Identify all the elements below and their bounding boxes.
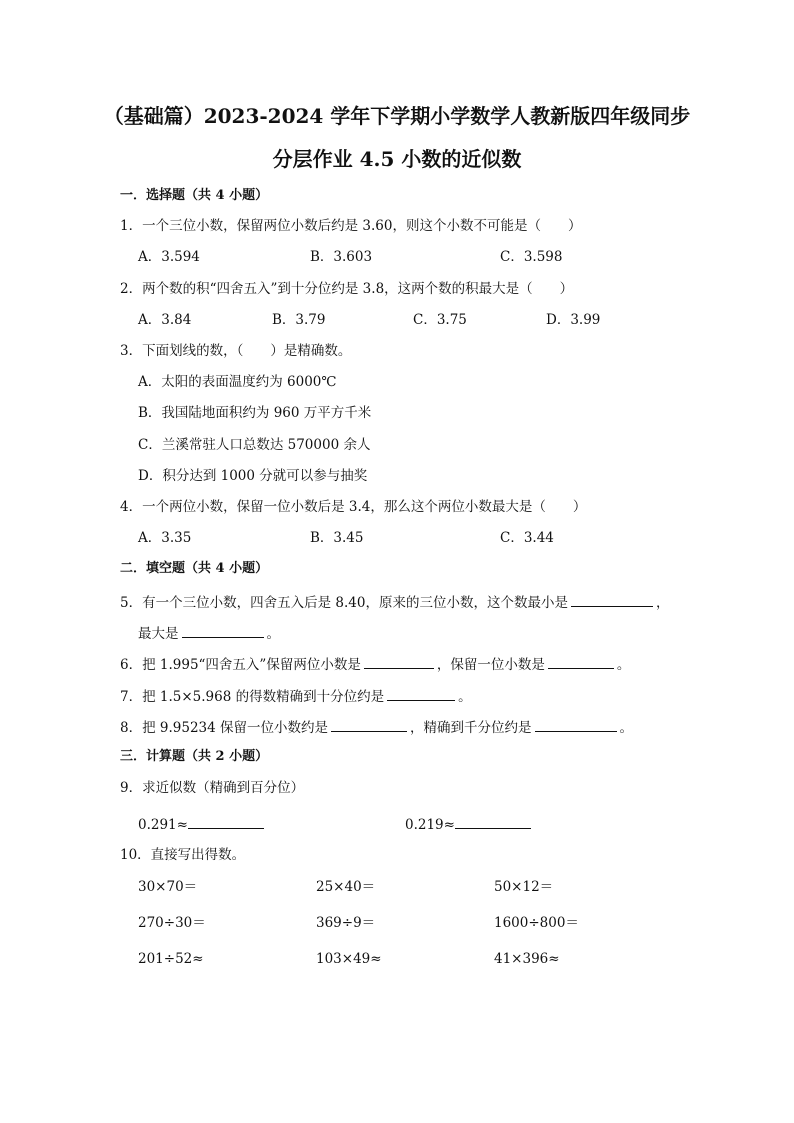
calc-item: 103×49≈: [316, 951, 382, 967]
answer-blank[interactable]: [571, 592, 653, 607]
question-4-stem: 4．一个两位小数，保留一位小数后是 3.4，那么这个两位小数最大是（ ）: [120, 499, 587, 515]
calc-item: 201÷52≈: [138, 951, 204, 967]
question-8-text-3: 。: [619, 720, 633, 736]
calc-item: 369÷9＝: [316, 915, 376, 931]
title-line-2: 分层作业 4.5 小数的近似数: [272, 147, 522, 171]
answer-blank[interactable]: [331, 717, 407, 732]
question-6: [120, 654, 630, 674]
question-2-option-d: D．3.99: [546, 312, 601, 328]
answer-blank[interactable]: [188, 814, 264, 829]
section-heading-choice: 一．选择题（共 4 小题）: [120, 188, 269, 203]
question-2-option-a: A．3.84: [138, 312, 192, 328]
question-5-text-3: 最大是: [138, 626, 179, 642]
calc-item: 50×12＝: [494, 879, 554, 895]
question-5-text-2: ，: [655, 595, 670, 611]
calc-item: 1600÷800＝: [494, 915, 579, 931]
question-7: [120, 686, 472, 706]
question-10-stem: 10．直接写出得数。: [120, 847, 246, 863]
question-1-option-a: A．3.594: [138, 249, 200, 265]
answer-blank[interactable]: [548, 654, 614, 669]
title-line-1: （基础篇）2023-2024 学年下学期小学数学人教新版四年级同步: [103, 104, 691, 128]
question-3-stem: 3．下面划线的数，（ ）是精确数。: [120, 343, 352, 359]
question-9-item-1: [138, 814, 264, 834]
question-8-text-2: ，精确到千分位约是: [410, 720, 532, 736]
answer-blank[interactable]: [535, 717, 617, 732]
question-5-text-1: 5．有一个三位小数，四舍五入后是 8.40，原来的三位小数，这个数最小是: [120, 595, 568, 611]
question-3-option-c: C．兰溪常驻人口总数达 570000 余人: [138, 437, 371, 453]
question-9-item-2-text: 0.219≈: [405, 817, 455, 833]
question-4-option-a: A．3.35: [138, 530, 192, 546]
calc-item: 25×40＝: [316, 879, 376, 895]
question-2-option-b: B．3.79: [272, 312, 326, 328]
question-5-line-2: [138, 623, 280, 643]
question-3-option-b: B．我国陆地面积约为 960 万平方千米: [138, 405, 372, 421]
question-2-option-c: C．3.75: [413, 312, 467, 328]
question-7-text-2: 。: [458, 689, 472, 705]
question-8-text-1: 8．把 9.95234 保留一位小数约是: [120, 720, 328, 736]
calc-item: 41×396≈: [494, 951, 560, 967]
question-7-text-1: 7．把 1.5×5.968 的得数精确到十分位约是: [120, 689, 385, 705]
answer-blank[interactable]: [387, 686, 455, 701]
question-6-text-1: 6．把 1.995“四舍五入”保留两位小数是: [120, 657, 361, 673]
question-6-text-3: 。: [616, 657, 631, 673]
question-5-line-1: [120, 592, 669, 612]
question-9-item-1-text: 0.291≈: [138, 817, 188, 833]
answer-blank[interactable]: [364, 654, 434, 669]
question-1-option-c: C．3.598: [500, 249, 563, 265]
answer-blank[interactable]: [455, 814, 531, 829]
question-1-stem: 1．一个三位小数，保留两位小数后约是 3.60，则这个小数不可能是（ ）: [120, 218, 582, 234]
calc-item: 270÷30＝: [138, 915, 206, 931]
answer-blank[interactable]: [182, 623, 264, 638]
question-1-option-b: B．3.603: [310, 249, 373, 265]
question-3-option-a: A．太阳的表面温度约为 6000℃: [138, 374, 337, 390]
question-5-text-4: 。: [266, 626, 280, 642]
question-2-stem: 2．两个数的积“四舍五入”到十分位约是 3.8，这两个数的积最大是（ ）: [120, 281, 574, 297]
question-6-text-2: ，保留一位小数是: [436, 657, 545, 673]
question-8: [120, 717, 633, 737]
question-9-item-2: [405, 814, 531, 834]
section-heading-calc: 三．计算题（共 2 小题）: [120, 749, 269, 764]
question-4-option-c: C．3.44: [500, 530, 554, 546]
section-heading-fill: 二．填空题（共 4 小题）: [120, 561, 269, 576]
question-4-option-b: B．3.45: [310, 530, 364, 546]
question-9-stem: 9．求近似数（精确到百分位）: [120, 780, 305, 796]
question-3-option-d: D．积分达到 1000 分就可以参与抽奖: [138, 468, 368, 484]
calc-item: 30×70＝: [138, 879, 198, 895]
